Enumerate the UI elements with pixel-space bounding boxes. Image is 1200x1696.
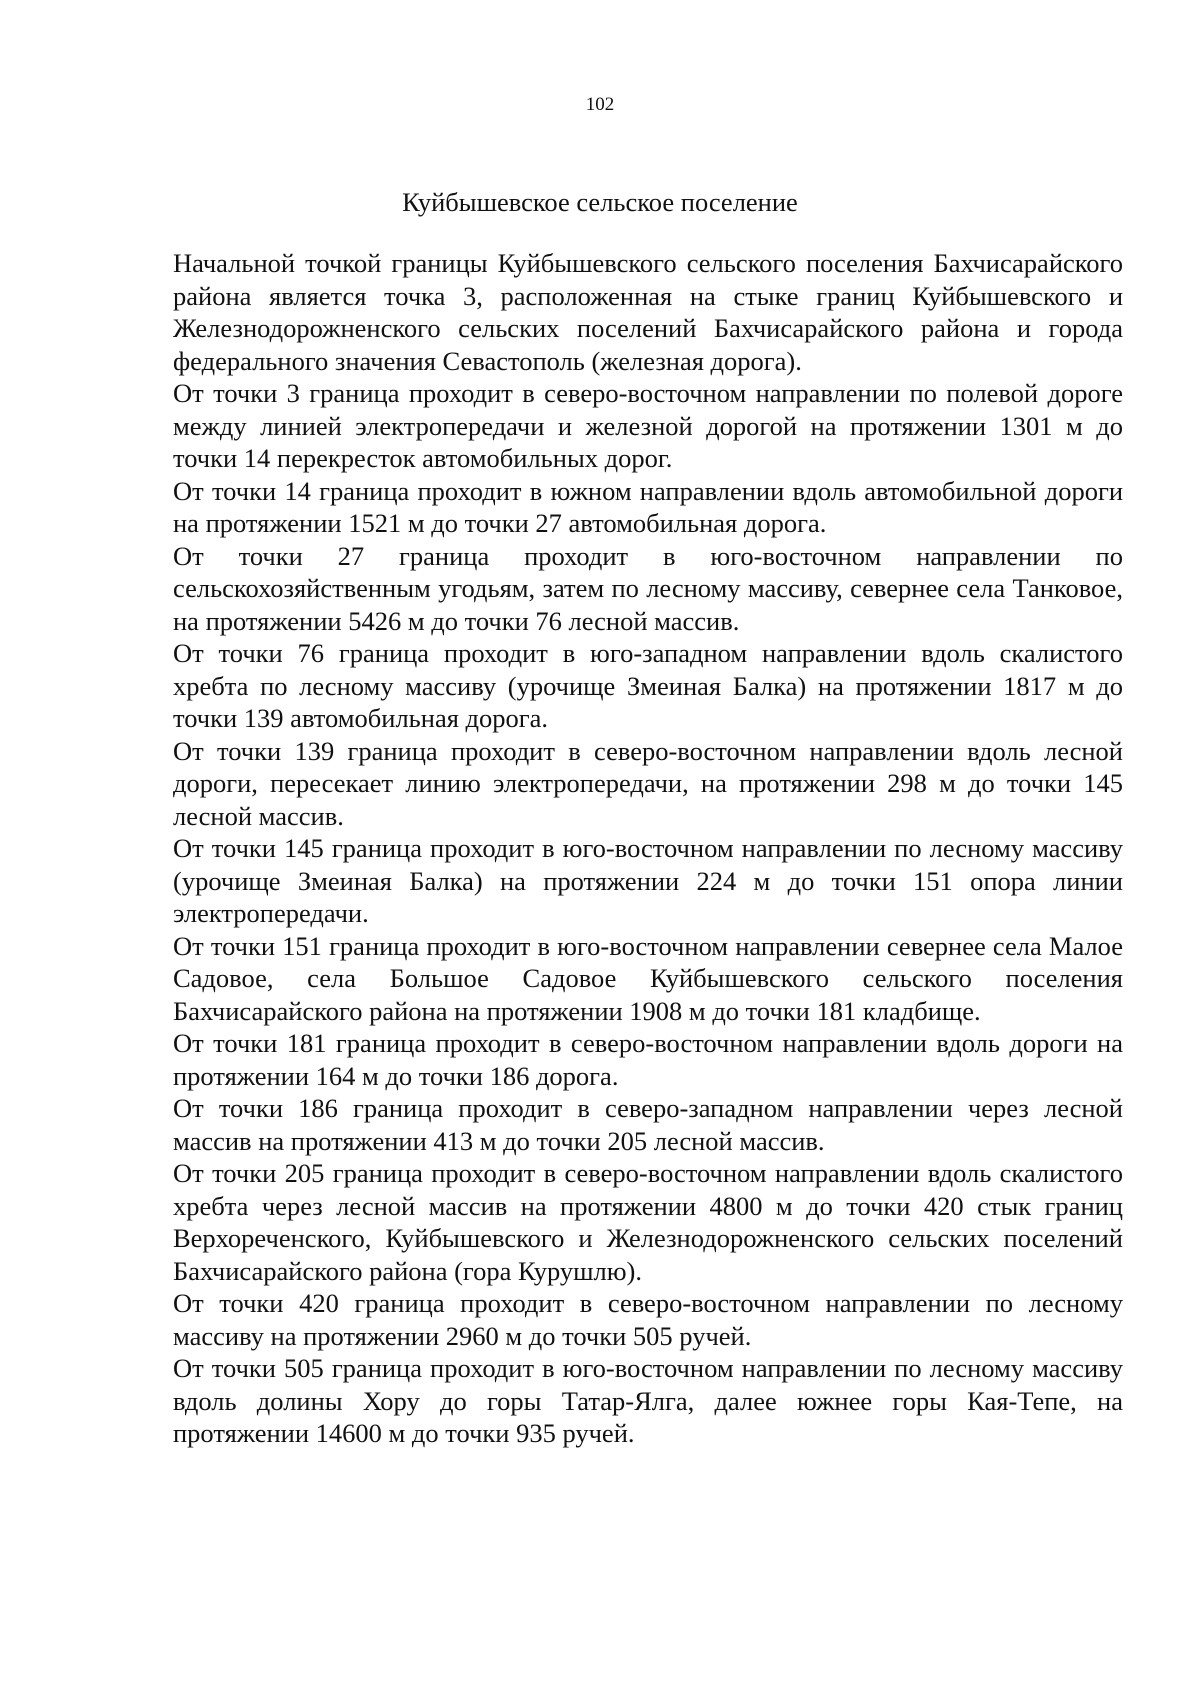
paragraph: От точки 151 граница проходит в юго-восточном направлении севернее села Малое Садовое, села Большое Садовое Куйбышевского сельского поселения Бахчисарайского района на протяжении 1908 м до точки 181 кладбище. [173, 930, 1123, 1026]
paragraph: Начальной точкой границы Куйбышевского сельского поселения Бахчисарайского района является точка 3, расположенная на стыке границ Куйбышевского и Железнодорожненского сельских поселений Бахчисарайского района и города федерального значения Севастополь (железная дорога). [173, 248, 1123, 376]
paragraph: От точки 420 граница проходит в северо-восточном направлении по лесному массиву на протяжении 2960 м до точки 505 ручей. [173, 1288, 1123, 1351]
paragraph: От точки 181 граница проходит в северо-восточном направлении вдоль дороги на протяжении 164 м до точки 186 дорога. [173, 1028, 1123, 1091]
paragraph: От точки 139 граница проходит в северо-восточном направлении вдоль лесной дороги, пересекает линию электропередачи, на протяжении 298 м до точки 145 лесной массив. [173, 735, 1123, 831]
paragraph: От точки 14 граница проходит в южном направлении вдоль автомобильной дороги на протяжении 1521 м до точки 27 автомобильная дорога. [173, 475, 1123, 538]
page-number: 102 [585, 94, 615, 115]
paragraph: От точки 186 граница проходит в северо-западном направлении через лесной массив на протяжении 413 м до точки 205 лесной массив. [173, 1093, 1123, 1156]
paragraph: От точки 145 граница проходит в юго-восточном направлении по лесному массиву (урочище Змеиная Балка) на протяжении 224 м до точки 151 опора линии электропередачи. [173, 833, 1123, 928]
paragraph: От точки 27 граница проходит в юго-восточном направлении по сельскохозяйственным угодьям, затем по лесному массиву, севернее села Танковое, на протяжении 5426 м до точки 76 лесной массив. [173, 540, 1123, 636]
document-body [173, 247, 1123, 1450]
paragraph: От точки 205 граница проходит в северо-восточном направлении вдоль скалистого хребта через лесной массив на протяжении 4800 м до точки 420 стык границ Верхореченского, Куйбышевского и Железнодорожненского сельских поселений Бахчисарайского района (гора Курушлю). [173, 1158, 1123, 1286]
paragraph: От точки 3 граница проходит в северо-восточном направлении по полевой дороге между линией электропередачи и железной дорогой на протяжении 1301 м до точки 14 перекресток автомобильных дорог. [173, 378, 1123, 473]
paragraph: От точки 76 граница проходит в юго-западном направлении вдоль скалистого хребта по лесному массиву (урочище Змеиная Балка) на протяжении 1817 м до точки 139 автомобильная дорога. [173, 638, 1123, 733]
section-heading: Куйбышевское сельское поселение [402, 187, 798, 217]
paragraph: От точки 505 граница проходит в юго-восточном направлении по лесному массиву вдоль долины Хору до горы Татар-Ялга, далее южнее горы Кая-Тепе, на протяжении 14600 м до точки 935 ручей. [173, 1353, 1123, 1448]
